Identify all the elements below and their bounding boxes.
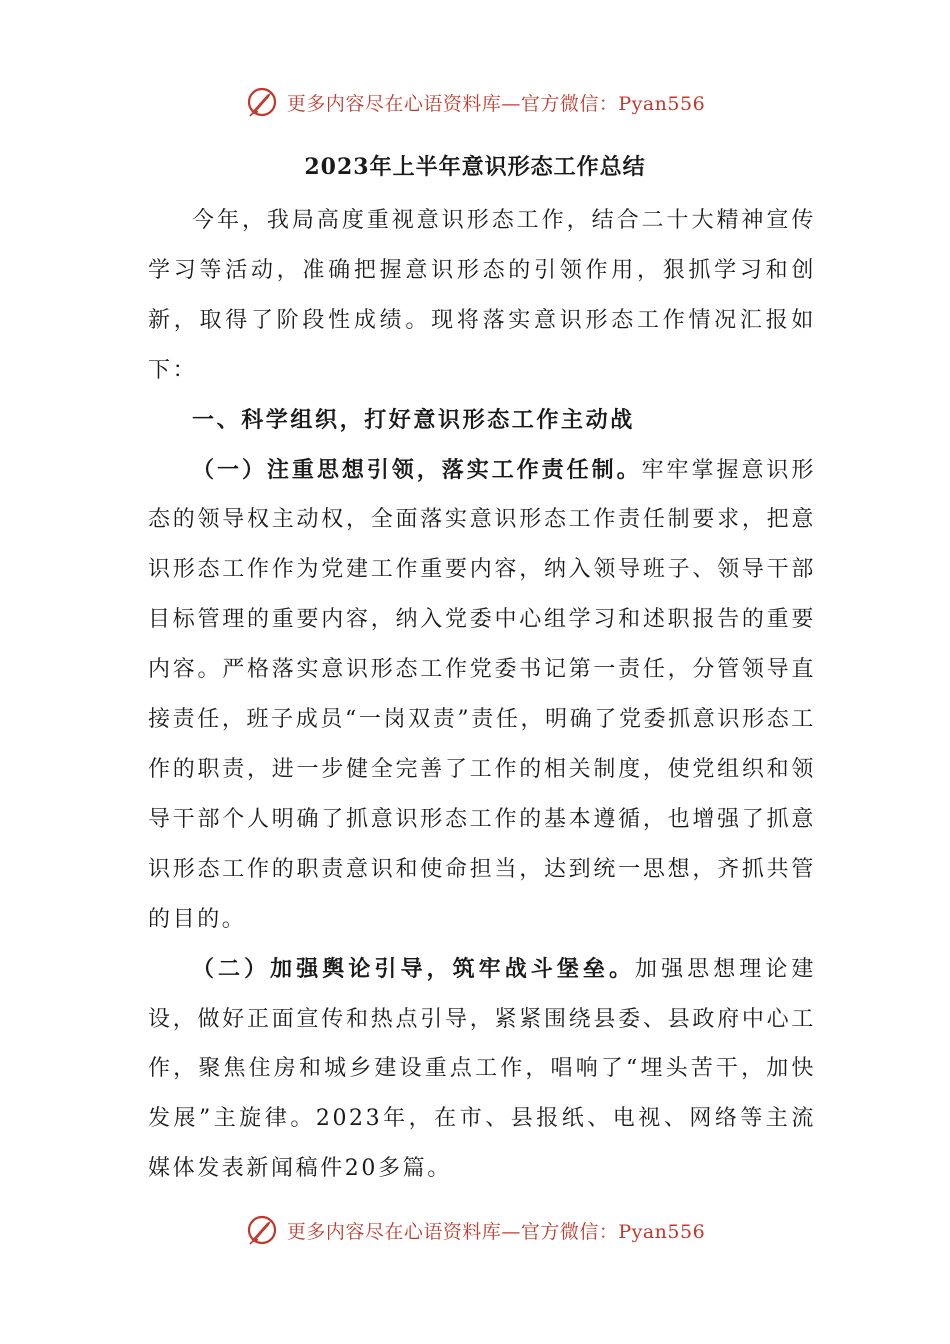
item-lead: （二）加强舆论引导，筑牢战斗堡垒。: [192, 956, 636, 982]
header-watermark-banner: [0, 80, 950, 124]
section-heading: 一、科学组织，打好意识形态工作主动战: [192, 407, 635, 433]
watermark-text: 更多内容尽在心语资料库—官方微信：Pyan556: [286, 92, 706, 115]
quill-pen-icon: [245, 1213, 279, 1247]
page-title: 2023年上半年意识形态工作总结: [304, 154, 646, 180]
intro-paragraph: 今年，我局高度重视意识形态工作，结合二十大精神宣传学习等活动，准确把握意识形态的引领作用，狠抓学习和创新，取得了阶段性成绩。现将落实意识形态工作情况汇报如下：: [148, 208, 816, 383]
item-body: 加强思想理论建设，做好正面宣传和热点引导，紧紧围绕县委、县政府中心工作，聚焦住房和城乡建设重点工作，唱响了“埋头苦干，加快发展”主旋律。2023年，在市、县报纸、电视、网络等主流媒体发表新闻稿件20多篇。: [148, 956, 816, 1182]
item-paragraph: [148, 945, 816, 1195]
footer-watermark-banner: [0, 1208, 950, 1252]
watermark-text: 更多内容尽在心语资料库—官方微信：Pyan556: [286, 1220, 706, 1243]
item-body: 牢牢掌握意识形态的领导权主动权，全面落实意识形态工作责任制要求，把意识形态工作作为党建工作重要内容，纳入领导班子、领导干部目标管理的重要内容，纳入党委中心组学习和述职报告的重要内容。严格落实意识形态工作党委书记第一责任，分管领导直接责任，班子成员“一岗双责”责任，明确了党委抓意识形态工作的职责，进一步健全完善了工作的相关制度，使党组织和领导干部个人明确了抓意识形态工作的基本遵循，也增强了抓意识形态工作的职责意识和使命担当，达到统一思想，齐抓共管的目的。: [148, 457, 816, 932]
quill-pen-icon: [245, 85, 279, 119]
item-lead: （一）注重思想引领，落实工作责任制。: [192, 457, 642, 483]
item-paragraph: [148, 446, 816, 945]
document-body: [148, 196, 816, 1194]
